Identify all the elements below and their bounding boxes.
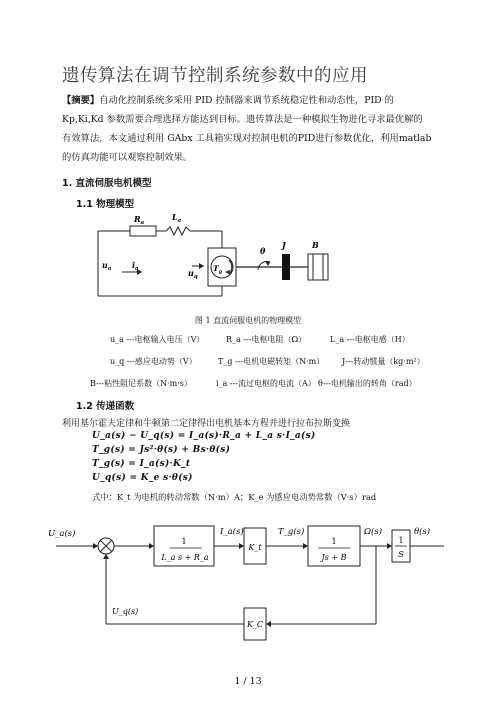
bd-block3-den: Js + B [321, 553, 347, 562]
symbol-j: J---转动惯量（kg·m²） [342, 357, 425, 366]
abstract-line-1: 【摘要】自动化控制系统多采用 PID 控制器来调节系统稳定性和动态性，PID 的 [62, 95, 394, 106]
bd-omega-label: Ω(s) [364, 527, 383, 537]
inductor-la [166, 227, 190, 235]
bd-block1-num: 1 [181, 537, 187, 546]
label-ua: u [102, 260, 108, 270]
svg-text:Ra: $R_a$ [134, 214, 145, 226]
bd-block3-num: 1 [331, 537, 337, 546]
section-heading-1-2: 1.2 传递函数 [76, 401, 135, 412]
svg-text:ia: $i_a$ [132, 260, 139, 272]
section-heading-1-1: 1.1 物理模型 [76, 199, 135, 210]
symbol-b: B---粘性阻尼系数（N·m·s） [90, 379, 192, 388]
symbol-tg: T_g ---电机电磁转矩（N·m） [218, 357, 325, 366]
label-theta: θ [260, 246, 266, 256]
label-uq: u [188, 268, 194, 278]
label-ia: i [132, 260, 136, 270]
symbol-la: L_a ---电枢电感（H） [330, 335, 410, 344]
page-title: 遗传算法在调节控制系统参数中的应用 [62, 66, 368, 86]
resistor-ra [130, 226, 156, 236]
inertia-block [282, 254, 290, 280]
bd-input-label: U_a(s) [48, 529, 76, 539]
symbol-theta: θ---电机输出的转角（rad） [318, 379, 417, 388]
damper-b [308, 254, 328, 280]
abstract-line-4: 的仿真功能可以观察控制效果。 [62, 152, 193, 163]
page-number: 1 / 13 [234, 676, 262, 687]
bd-block2-label: K_t [248, 543, 262, 552]
where-text: 式中：K_t 为电机的转动常数（N·m）A；K_e 为感应电动势常数（V·s）rad [92, 492, 377, 502]
bd-block4-num: 1 [398, 536, 404, 545]
label-tg: T [213, 264, 219, 273]
label-la: L [172, 212, 178, 222]
abstract-label: 【摘要】 [62, 95, 100, 106]
svg-text:ua: $u_a$ [102, 260, 112, 272]
svg-text:La: $L_a$ [172, 212, 182, 224]
label-ra: R [134, 214, 141, 224]
equation-4: U_q(s) = K_e s·θ(s) [92, 473, 193, 483]
bd-uq-label: U_q(s) [112, 607, 139, 616]
label-j: J [282, 240, 286, 250]
label-b: B [312, 240, 319, 250]
intro-text: 利用基尔霍夫定律和牛顿第二定律得出电机基本方程并进行拉布拉斯变换 [62, 419, 351, 429]
bd-ia-label: I_a(s) [220, 527, 244, 537]
section-heading-1: 1. 直流伺服电机模型 [62, 178, 152, 189]
abstract-line-3: 有效算法，本文通过利用 GAbx 工具箱实现对控制电机的PID进行参数优化，利用matlab [62, 133, 432, 144]
bd-block4-den: S [398, 550, 404, 559]
bd-feedback-label: K_C [246, 620, 264, 629]
symbol-uq: u_q ---感应电动势（V） [110, 357, 197, 366]
bd-block1-den: L_a s + R_a [161, 553, 209, 562]
bd-theta-label: θ(s) [414, 527, 431, 537]
abstract-line-2: Kp,Ki,Kd 参数需要合理选择方能达到目标。遗传算法是一种模拟生物进化寻求最优解的 [62, 114, 423, 125]
symbol-ra: R_a ---电枢电阻（Ω） [226, 335, 307, 344]
symbol-ua: u_a ---电枢输入电压（V） [110, 335, 205, 344]
equation-3: T_g(s) = I_a(s)·K_t [92, 459, 191, 469]
motor-physical-model-figure [92, 210, 352, 310]
equation-2: T_g(s) = Js²·θ(s) + Bs·θ(s) [92, 445, 231, 455]
block-diagram [48, 508, 446, 648]
bd-tg-label: T_g(s) [278, 527, 305, 537]
svg-text:uq: $u_q$ [188, 268, 198, 280]
svg-text:Tg: $T_g$ [213, 264, 223, 275]
figure-1-caption: 图 1 直流伺服电机的物理模型 [194, 316, 302, 325]
symbol-ia: i_a ---流过电枢的电流（A） [216, 379, 316, 388]
equation-1: U_a(s) − U_q(s) = I_a(s)·R_a + L_a s·I_a(s) [92, 431, 316, 441]
